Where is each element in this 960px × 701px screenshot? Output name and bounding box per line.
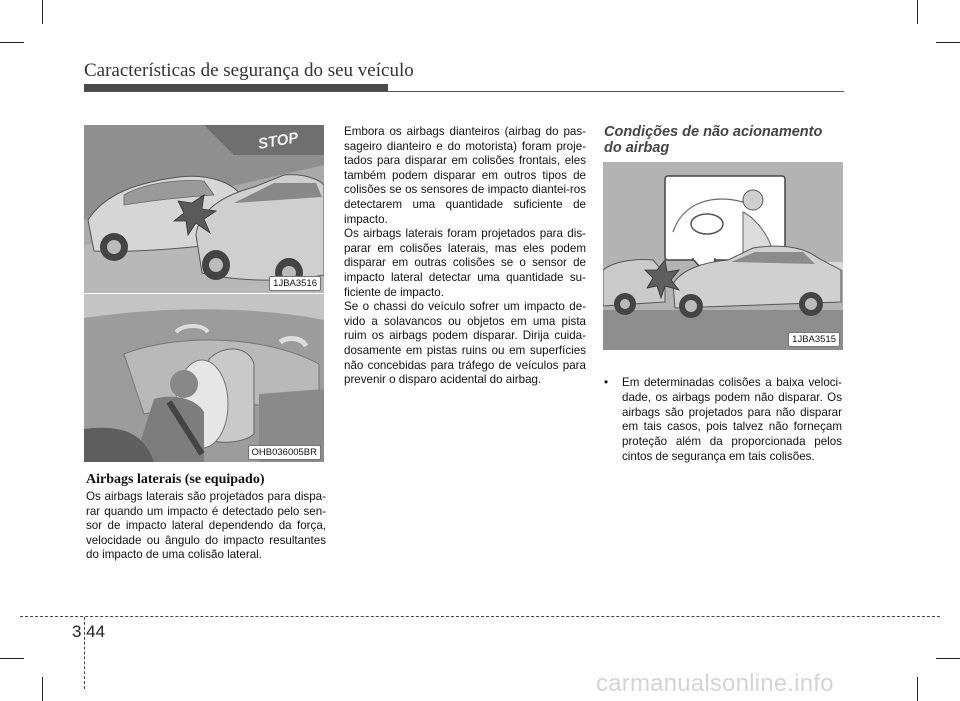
bullet-item	[604, 376, 842, 463]
section-heading-non-deployment: Condições de não acionamento do airbag	[604, 124, 823, 156]
footer-dashed-rule	[20, 616, 940, 617]
figure-label: OHB036005BR	[248, 445, 321, 460]
header-rule	[84, 91, 844, 92]
side-airbags-paragraph	[86, 490, 326, 563]
crop-mark	[936, 658, 960, 659]
side-collision-illustration	[84, 125, 324, 293]
watermark: carmanualsonline.info	[596, 670, 834, 697]
page-number: 3 44	[72, 622, 106, 641]
crop-mark	[42, 0, 43, 24]
stop-road-marking: STOP	[256, 129, 300, 153]
low-speed-collision-illustration	[603, 162, 843, 350]
middle-column-text	[344, 125, 586, 388]
paragraph-text: Os airbags laterais são projetados para dispa-rar quando um impacto é detectado pelo sen-sor de impacto lateral dependendo da força, velocidade ou ângulo do impacto resultantes do impacto de uma colisão lateral.	[86, 490, 326, 562]
crop-mark	[917, 677, 918, 701]
paragraph-front-airbags: Embora os airbags dianteiros (airbag do pas-sageiro dianteiro e do motorista) foram proje-tados para disparar em colisões frontais, eles também podem disparar em outros tipos de colisões se os sensores de impacto diantei-ros detectarem uma quantidade suficiente de impacto.	[344, 125, 586, 226]
bullet-marker: •	[604, 376, 609, 389]
crop-mark	[936, 42, 960, 43]
page-header-title: Características de segurança do seu veículo	[84, 60, 414, 81]
figure-label: 1JBA3516	[269, 276, 321, 291]
paragraph-chassis-impact: Se o chassi do veículo sofrer um impacto de-vido a solavancos ou objetos em uma pista ruim os airbags podem disparar. Dirija cuida-dosamente em pistas ruins ou em superfícies não concebidas para tráfego de veículos para prevenir o disparo acidental do airbag.	[344, 300, 586, 387]
crop-mark	[917, 0, 918, 24]
crop-mark	[0, 42, 24, 43]
section-heading-side-airbags: Airbags laterais (se equipado)	[86, 472, 265, 487]
crop-mark	[0, 658, 24, 659]
crop-mark	[42, 677, 43, 701]
side-airbag-interior-illustration	[84, 294, 324, 462]
figure-label: 1JBA3515	[788, 332, 840, 347]
paragraph-side-airbags: Os airbags laterais foram projetados para dis-parar em colisões laterais, mas eles podem disparar em outras colisões se o sensor de impacto lateral detectar uma quantidade su-ficiente de impacto.	[344, 227, 586, 299]
bullet-text: Em determinadas colisões a baixa veloci-dade, os airbags podem não disparar. Os airbags são projetados para não disparar em tais casos, pois talvez não forneçam proteção além da proporcionada pelos cintos de segurança em tais colisões.	[622, 376, 842, 463]
